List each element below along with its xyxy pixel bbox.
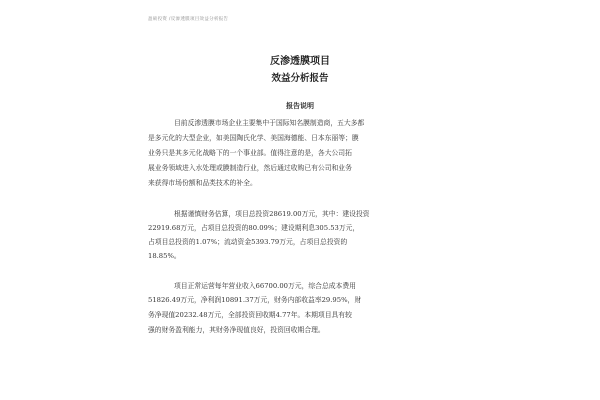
paragraph-line: 占项目总投资的1.07%；流动资金5393.79万元，占项目总投资的 xyxy=(148,238,348,246)
paragraph-line: 强的财务盈利能力，其财务净现值良好，投资回收期合理。 xyxy=(148,326,325,334)
paragraph-line: 务净现值20232.48万元，全部投资回收期4.77年。本期项目具有较 xyxy=(148,311,352,319)
paragraph-line: 展业务领域进入水处理或膜制造行业，然后通过收购已有公司和业务 xyxy=(148,164,352,172)
paragraph-line: 业务只是其多元化战略下的一个事业部。值得注意的是，各大公司拓 xyxy=(148,149,352,157)
section-heading: 报告说明 xyxy=(286,102,314,110)
document-subtitle: 效益分析报告 xyxy=(271,73,329,84)
paragraph-line: 22919.68万元，占项目总投资的80.09%；建设期利息305.53万元， xyxy=(148,224,360,232)
paragraph-line: 根据谨慎财务估算，项目总投资28619.00万元，其中：建设投资 xyxy=(174,210,370,218)
paragraph-line: 是多元化的大型企业，如美国陶氏化学、美国海德能、日本东丽等；膜 xyxy=(148,134,359,142)
paragraph-line: 项目正常运营每年营业收入66700.00万元，综合总成本费用 xyxy=(174,282,356,290)
paragraph-line: 51826.49万元，净利润10891.37万元，财务内部收益率29.95%，财 xyxy=(148,296,362,304)
paragraph-line: 18.85%。 xyxy=(148,252,181,260)
document-title: 反渗透膜项目 xyxy=(270,56,330,67)
paragraph-line: 来获得市场份额和品类技术的补全。 xyxy=(148,179,257,187)
breadcrumb: 盈硕投资 /反渗透膜项目效益分析报告 xyxy=(148,17,229,22)
paragraph-line: 目前反渗透膜市场企业主要集中于国际知名膜制造商，五大多都 xyxy=(174,119,365,127)
